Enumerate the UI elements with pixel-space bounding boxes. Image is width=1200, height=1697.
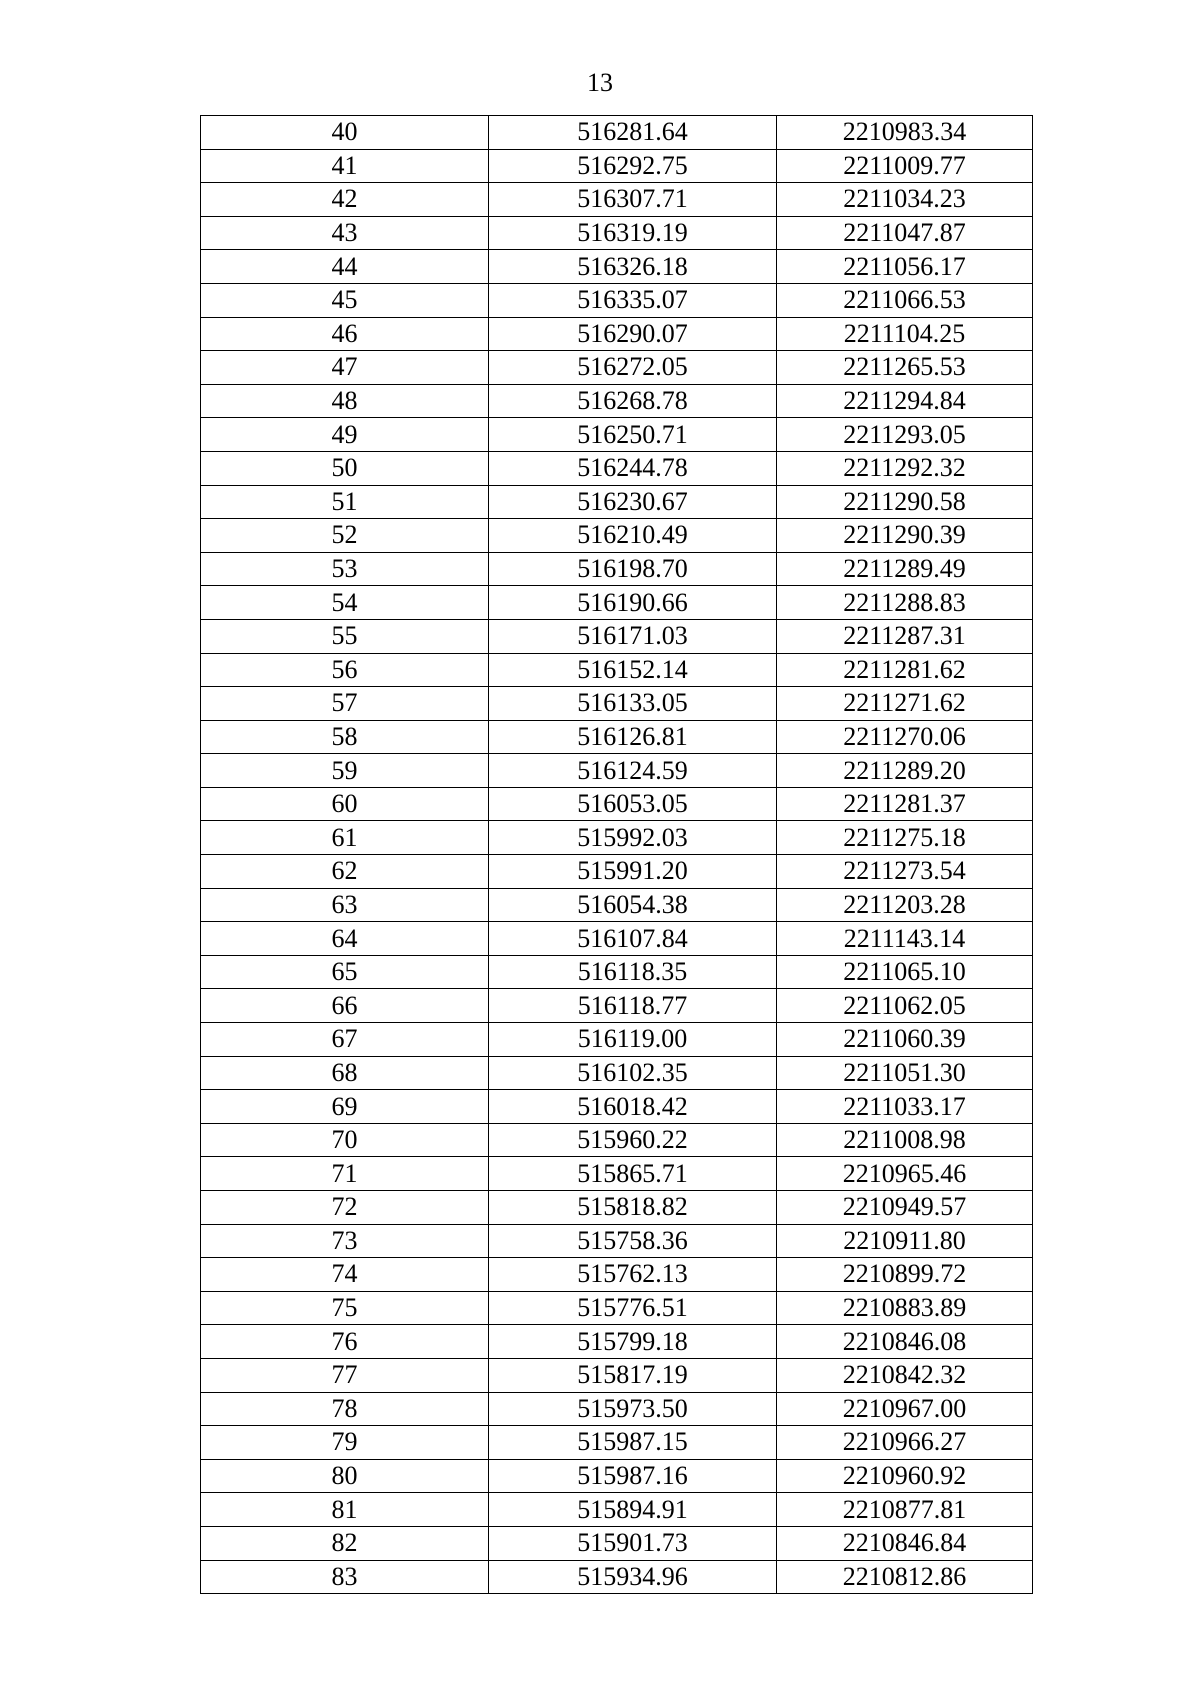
point-number-cell: 50 bbox=[201, 451, 489, 485]
y-coordinate-cell: 2211290.39 bbox=[777, 519, 1033, 553]
y-coordinate-cell: 2210960.92 bbox=[777, 1459, 1033, 1493]
y-coordinate-cell: 2211294.84 bbox=[777, 384, 1033, 418]
x-coordinate-cell: 515762.13 bbox=[489, 1258, 777, 1292]
table-row bbox=[201, 351, 1033, 385]
x-coordinate-cell: 516054.38 bbox=[489, 888, 777, 922]
y-coordinate-cell: 2210967.00 bbox=[777, 1392, 1033, 1426]
point-number-cell: 74 bbox=[201, 1258, 489, 1292]
y-coordinate-cell: 2211271.62 bbox=[777, 687, 1033, 721]
y-coordinate-cell: 2211292.32 bbox=[777, 451, 1033, 485]
table-row bbox=[201, 653, 1033, 687]
point-number-cell: 75 bbox=[201, 1291, 489, 1325]
y-coordinate-cell: 2211008.98 bbox=[777, 1123, 1033, 1157]
point-number-cell: 69 bbox=[201, 1090, 489, 1124]
y-coordinate-cell: 2211034.23 bbox=[777, 183, 1033, 217]
x-coordinate-cell: 515894.91 bbox=[489, 1493, 777, 1527]
y-coordinate-cell: 2210965.46 bbox=[777, 1157, 1033, 1191]
x-coordinate-cell: 515973.50 bbox=[489, 1392, 777, 1426]
point-number-cell: 46 bbox=[201, 317, 489, 351]
table-row bbox=[201, 149, 1033, 183]
x-coordinate-cell: 516053.05 bbox=[489, 787, 777, 821]
table-row bbox=[201, 1526, 1033, 1560]
x-coordinate-cell: 516171.03 bbox=[489, 619, 777, 653]
x-coordinate-cell: 516281.64 bbox=[489, 116, 777, 150]
point-number-cell: 68 bbox=[201, 1056, 489, 1090]
table-row bbox=[201, 821, 1033, 855]
x-coordinate-cell: 516292.75 bbox=[489, 149, 777, 183]
x-coordinate-cell: 516118.77 bbox=[489, 989, 777, 1023]
y-coordinate-cell: 2211270.06 bbox=[777, 720, 1033, 754]
point-number-cell: 64 bbox=[201, 922, 489, 956]
x-coordinate-cell: 515799.18 bbox=[489, 1325, 777, 1359]
table-row bbox=[201, 384, 1033, 418]
x-coordinate-cell: 516319.19 bbox=[489, 216, 777, 250]
point-number-cell: 55 bbox=[201, 619, 489, 653]
point-number-cell: 41 bbox=[201, 149, 489, 183]
table-row bbox=[201, 1560, 1033, 1594]
table-row bbox=[201, 519, 1033, 553]
y-coordinate-cell: 2211143.14 bbox=[777, 922, 1033, 956]
x-coordinate-cell: 516244.78 bbox=[489, 451, 777, 485]
point-number-cell: 76 bbox=[201, 1325, 489, 1359]
table-row bbox=[201, 955, 1033, 989]
x-coordinate-cell: 515991.20 bbox=[489, 855, 777, 889]
table-row bbox=[201, 552, 1033, 586]
x-coordinate-cell: 516018.42 bbox=[489, 1090, 777, 1124]
table-row bbox=[201, 1459, 1033, 1493]
y-coordinate-cell: 2211203.28 bbox=[777, 888, 1033, 922]
y-coordinate-cell: 2211033.17 bbox=[777, 1090, 1033, 1124]
table-row bbox=[201, 1023, 1033, 1057]
table-row bbox=[201, 1358, 1033, 1392]
table-row bbox=[201, 922, 1033, 956]
coordinates-table-body bbox=[201, 116, 1033, 1594]
table-row bbox=[201, 888, 1033, 922]
table-row bbox=[201, 1224, 1033, 1258]
page-number: 13 bbox=[587, 68, 613, 97]
x-coordinate-cell: 515865.71 bbox=[489, 1157, 777, 1191]
table-row bbox=[201, 451, 1033, 485]
point-number-cell: 77 bbox=[201, 1358, 489, 1392]
y-coordinate-cell: 2211066.53 bbox=[777, 283, 1033, 317]
x-coordinate-cell: 515987.15 bbox=[489, 1426, 777, 1460]
point-number-cell: 58 bbox=[201, 720, 489, 754]
table-row bbox=[201, 116, 1033, 150]
table-row bbox=[201, 1258, 1033, 1292]
point-number-cell: 57 bbox=[201, 687, 489, 721]
table-row bbox=[201, 619, 1033, 653]
point-number-cell: 80 bbox=[201, 1459, 489, 1493]
y-coordinate-cell: 2211265.53 bbox=[777, 351, 1033, 385]
point-number-cell: 44 bbox=[201, 250, 489, 284]
table-row bbox=[201, 1123, 1033, 1157]
y-coordinate-cell: 2211289.20 bbox=[777, 754, 1033, 788]
coordinates-table bbox=[200, 115, 1033, 1594]
table-row bbox=[201, 1426, 1033, 1460]
x-coordinate-cell: 516152.14 bbox=[489, 653, 777, 687]
x-coordinate-cell: 516133.05 bbox=[489, 687, 777, 721]
table-row bbox=[201, 1056, 1033, 1090]
y-coordinate-cell: 2210899.72 bbox=[777, 1258, 1033, 1292]
point-number-cell: 42 bbox=[201, 183, 489, 217]
x-coordinate-cell: 516190.66 bbox=[489, 586, 777, 620]
table-row bbox=[201, 317, 1033, 351]
x-coordinate-cell: 516268.78 bbox=[489, 384, 777, 418]
x-coordinate-cell: 516290.07 bbox=[489, 317, 777, 351]
y-coordinate-cell: 2210842.32 bbox=[777, 1358, 1033, 1392]
y-coordinate-cell: 2210812.86 bbox=[777, 1560, 1033, 1594]
table-row bbox=[201, 754, 1033, 788]
point-number-cell: 65 bbox=[201, 955, 489, 989]
table-row bbox=[201, 1191, 1033, 1225]
x-coordinate-cell: 516124.59 bbox=[489, 754, 777, 788]
table-row bbox=[201, 687, 1033, 721]
point-number-cell: 43 bbox=[201, 216, 489, 250]
x-coordinate-cell: 515934.96 bbox=[489, 1560, 777, 1594]
x-coordinate-cell: 516335.07 bbox=[489, 283, 777, 317]
table-row bbox=[201, 855, 1033, 889]
y-coordinate-cell: 2210911.80 bbox=[777, 1224, 1033, 1258]
y-coordinate-cell: 2210949.57 bbox=[777, 1191, 1033, 1225]
point-number-cell: 70 bbox=[201, 1123, 489, 1157]
y-coordinate-cell: 2211047.87 bbox=[777, 216, 1033, 250]
point-number-cell: 82 bbox=[201, 1526, 489, 1560]
x-coordinate-cell: 515758.36 bbox=[489, 1224, 777, 1258]
y-coordinate-cell: 2211009.77 bbox=[777, 149, 1033, 183]
point-number-cell: 47 bbox=[201, 351, 489, 385]
table-row bbox=[201, 586, 1033, 620]
y-coordinate-cell: 2210983.34 bbox=[777, 116, 1033, 150]
y-coordinate-cell: 2211275.18 bbox=[777, 821, 1033, 855]
point-number-cell: 51 bbox=[201, 485, 489, 519]
x-coordinate-cell: 515776.51 bbox=[489, 1291, 777, 1325]
point-number-cell: 52 bbox=[201, 519, 489, 553]
point-number-cell: 45 bbox=[201, 283, 489, 317]
y-coordinate-cell: 2211288.83 bbox=[777, 586, 1033, 620]
x-coordinate-cell: 516126.81 bbox=[489, 720, 777, 754]
table-row bbox=[201, 1090, 1033, 1124]
point-number-cell: 40 bbox=[201, 116, 489, 150]
y-coordinate-cell: 2211289.49 bbox=[777, 552, 1033, 586]
x-coordinate-cell: 515817.19 bbox=[489, 1358, 777, 1392]
x-coordinate-cell: 516272.05 bbox=[489, 351, 777, 385]
y-coordinate-cell: 2211281.62 bbox=[777, 653, 1033, 687]
y-coordinate-cell: 2210846.84 bbox=[777, 1526, 1033, 1560]
table-row bbox=[201, 1291, 1033, 1325]
x-coordinate-cell: 516307.71 bbox=[489, 183, 777, 217]
x-coordinate-cell: 516198.70 bbox=[489, 552, 777, 586]
point-number-cell: 71 bbox=[201, 1157, 489, 1191]
point-number-cell: 83 bbox=[201, 1560, 489, 1594]
table-row bbox=[201, 1493, 1033, 1527]
x-coordinate-cell: 516326.18 bbox=[489, 250, 777, 284]
y-coordinate-cell: 2211060.39 bbox=[777, 1023, 1033, 1057]
point-number-cell: 78 bbox=[201, 1392, 489, 1426]
x-coordinate-cell: 515818.82 bbox=[489, 1191, 777, 1225]
point-number-cell: 59 bbox=[201, 754, 489, 788]
point-number-cell: 79 bbox=[201, 1426, 489, 1460]
y-coordinate-cell: 2211056.17 bbox=[777, 250, 1033, 284]
y-coordinate-cell: 2211290.58 bbox=[777, 485, 1033, 519]
y-coordinate-cell: 2211104.25 bbox=[777, 317, 1033, 351]
table-row bbox=[201, 1157, 1033, 1191]
point-number-cell: 62 bbox=[201, 855, 489, 889]
y-coordinate-cell: 2210966.27 bbox=[777, 1426, 1033, 1460]
y-coordinate-cell: 2211051.30 bbox=[777, 1056, 1033, 1090]
point-number-cell: 53 bbox=[201, 552, 489, 586]
y-coordinate-cell: 2210883.89 bbox=[777, 1291, 1033, 1325]
x-coordinate-cell: 515960.22 bbox=[489, 1123, 777, 1157]
y-coordinate-cell: 2210877.81 bbox=[777, 1493, 1033, 1527]
point-number-cell: 49 bbox=[201, 418, 489, 452]
point-number-cell: 72 bbox=[201, 1191, 489, 1225]
y-coordinate-cell: 2211293.05 bbox=[777, 418, 1033, 452]
table-row bbox=[201, 250, 1033, 284]
table-row bbox=[201, 418, 1033, 452]
x-coordinate-cell: 516102.35 bbox=[489, 1056, 777, 1090]
y-coordinate-cell: 2211287.31 bbox=[777, 619, 1033, 653]
point-number-cell: 48 bbox=[201, 384, 489, 418]
x-coordinate-cell: 516107.84 bbox=[489, 922, 777, 956]
x-coordinate-cell: 516210.49 bbox=[489, 519, 777, 553]
y-coordinate-cell: 2211281.37 bbox=[777, 787, 1033, 821]
x-coordinate-cell: 516230.67 bbox=[489, 485, 777, 519]
x-coordinate-cell: 516119.00 bbox=[489, 1023, 777, 1057]
point-number-cell: 60 bbox=[201, 787, 489, 821]
y-coordinate-cell: 2211273.54 bbox=[777, 855, 1033, 889]
table-row bbox=[201, 283, 1033, 317]
x-coordinate-cell: 516118.35 bbox=[489, 955, 777, 989]
point-number-cell: 63 bbox=[201, 888, 489, 922]
table-row bbox=[201, 787, 1033, 821]
table-row bbox=[201, 989, 1033, 1023]
y-coordinate-cell: 2211062.05 bbox=[777, 989, 1033, 1023]
table-row bbox=[201, 485, 1033, 519]
table-row bbox=[201, 216, 1033, 250]
point-number-cell: 54 bbox=[201, 586, 489, 620]
point-number-cell: 61 bbox=[201, 821, 489, 855]
x-coordinate-cell: 515992.03 bbox=[489, 821, 777, 855]
point-number-cell: 56 bbox=[201, 653, 489, 687]
y-coordinate-cell: 2211065.10 bbox=[777, 955, 1033, 989]
y-coordinate-cell: 2210846.08 bbox=[777, 1325, 1033, 1359]
x-coordinate-cell: 515987.16 bbox=[489, 1459, 777, 1493]
point-number-cell: 67 bbox=[201, 1023, 489, 1057]
point-number-cell: 66 bbox=[201, 989, 489, 1023]
x-coordinate-cell: 515901.73 bbox=[489, 1526, 777, 1560]
x-coordinate-cell: 516250.71 bbox=[489, 418, 777, 452]
point-number-cell: 81 bbox=[201, 1493, 489, 1527]
table-row bbox=[201, 720, 1033, 754]
table-row bbox=[201, 1325, 1033, 1359]
point-number-cell: 73 bbox=[201, 1224, 489, 1258]
table-row bbox=[201, 183, 1033, 217]
table-row bbox=[201, 1392, 1033, 1426]
